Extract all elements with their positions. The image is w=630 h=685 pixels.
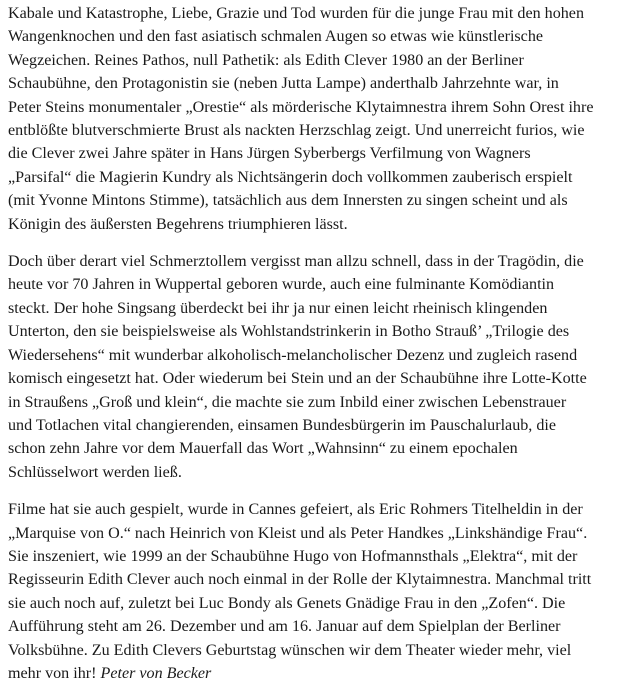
paragraph-3-text: Filme hat sie auch gespielt, wurde in Cannes gefeiert, als Eric Rohmers Titelheldin in der „Marquise von O.“ nach Heinrich von Kleist und als Peter Handkes „Linkshändige Frau“. Sie inszeniert, wie 1999 an der Schaubühne Hugo von Hofmannsthals „Elektra“, mit der Regisseurin Edith Clever auch noch einmal in der Rolle der Klytaimnestra. Manchmal tritt sie auch noch auf, zuletzt bei Luc Bondy als Genets Gnädige Frau in den „Zofen“. Die Aufführung steht am 26. Dezember und am 16. Januar auf dem Spielplan der Berliner Volksbühne. Zu Edith Clevers Geburtstag wünschen wir dem Theater wieder mehr, viel mehr von ihr! (8, 501, 592, 682)
paragraph-1: Kabale und Katastrophe, Liebe, Grazie und Tod wurden für die junge Frau mit den hohen Wangenknochen und den fast asiatisch schmalen Augen so etwas wie künstlerische Wegzeichen. Reines Pathos, null Pathetik: als Edith Clever 1980 an der Berliner Schaubühne, den Protagonistin sie (neben Jutta Lampe) anderthalb Jahrzehnte war, in Peter Steins monumentaler „Orestie“ als mörderische Klytaimnestra ihrem Sohn Orest ihre entblößte blutverschmierte Brust als nackten Herzschlag zeigt. Und unerreicht furios, wie die Clever zwei Jahre später in Hans Jürgen Syberbergs Verfilmung von Wagners „Parsifal“ die Magierin Kundry als Nichtsängerin doch vollkommen zauberisch erspielt (mit Yvonne Mintons Stimme), tatsächlich aus dem Innersten zu singen scheint und als Königin des äußersten Begehrens triumphieren lässt. (8, 5, 594, 233)
author-byline: Peter von Becker (100, 664, 212, 682)
paragraph-3 (8, 498, 624, 685)
paragraph-2: Doch über derart viel Schmerztollem vergisst man allzu schnell, dass in der Tragödin, die heute vor 70 Jahren in Wuppertal geboren wurde, auch eine fulminante Komödiantin steckt. Der hohe Singsang überdeckt bei ihr ja nur einen leicht rheinisch klingenden Unterton, den sie beispielsweise als Wohlstandstrinkerin in Botho Strauß’ „Trilogie des Wiedersehens“ mit wunderbar alkoholisch-melancholischer Dezenz und zugleich rasend komisch eingesetzt hat. Oder wiederum bei Stein und an der Schaubühne ihre Lotte-Kotte in Straußens „Groß und klein“, die machte sie zum Inbild einer zwischen Lebenstrauer und Totlachen vital changierenden, einsamen Bundesbürgerin im Pauschalurlaub, die schon zehn Jahre vor dem Mauerfall das Wort „Wahnsinn“ zu einem epochalen Schlüsselwort werden ließ. (8, 253, 587, 481)
